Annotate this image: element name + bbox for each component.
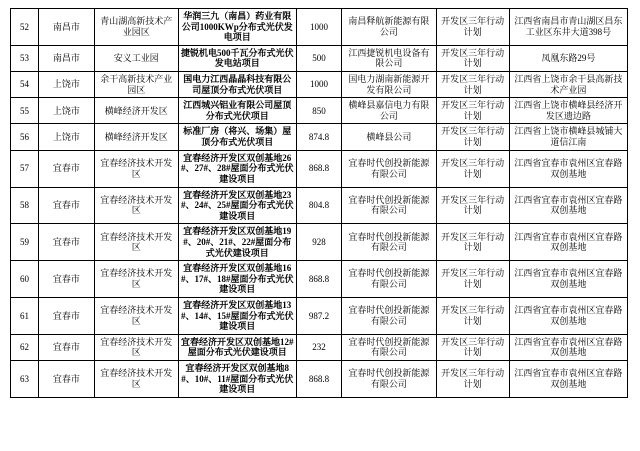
cell-unit: 宜春时代创投新能源有限公司 bbox=[342, 261, 437, 298]
cell-unit: 宜春时代创投新能源有限公司 bbox=[342, 334, 437, 360]
cell-park: 宜春经济技术开发区 bbox=[94, 298, 178, 335]
cell-capacity: 868.8 bbox=[296, 361, 341, 398]
cell-project-name: 宜春经济开发区双创基地19#、20#、21#、22#屋面分布式光伏建设项目 bbox=[178, 224, 296, 261]
cell-capacity: 868.8 bbox=[296, 150, 341, 187]
cell-capacity: 1000 bbox=[296, 72, 341, 98]
cell-serial-number: 52 bbox=[11, 9, 39, 46]
cell-project-name: 华润三九（南昌）药业有限公司1000KWp分布式光伏发电项目 bbox=[178, 9, 296, 46]
cell-park: 横峰经济开发区 bbox=[94, 98, 178, 124]
cell-project-name: 宜春经济开发区双创基地26#、27#、28#屋面分布式光伏建设项目 bbox=[178, 150, 296, 187]
cell-address: 江西省上饶市横峰县经济开发区遗边路 bbox=[509, 98, 627, 124]
table-row bbox=[11, 72, 628, 98]
cell-city: 宜春市 bbox=[38, 298, 94, 335]
cell-park: 安义工业园 bbox=[94, 45, 178, 71]
cell-address: 凤凰东路29号 bbox=[509, 45, 627, 71]
cell-city: 宜春市 bbox=[38, 187, 94, 224]
cell-park: 宜春经济技术开发区 bbox=[94, 261, 178, 298]
cell-city: 上饶市 bbox=[38, 72, 94, 98]
cell-address: 江西省上饶市横峰县城铺大道信江南 bbox=[509, 124, 627, 150]
cell-city: 宜春市 bbox=[38, 261, 94, 298]
cell-capacity: 987.2 bbox=[296, 298, 341, 335]
cell-serial-number: 61 bbox=[11, 298, 39, 335]
table-row bbox=[11, 98, 628, 124]
table-row bbox=[11, 298, 628, 335]
cell-capacity: 850 bbox=[296, 98, 341, 124]
cell-plan-category: 开发区三年行动计划 bbox=[436, 9, 509, 46]
cell-plan-category: 开发区三年行动计划 bbox=[436, 124, 509, 150]
cell-project-name: 宜春经济开发区双创基地16#、17#、18#屋面分布式光伏建设项目 bbox=[178, 261, 296, 298]
cell-serial-number: 56 bbox=[11, 124, 39, 150]
cell-address: 江西省宜春市袁州区宜春路双创基地 bbox=[509, 187, 627, 224]
cell-address: 江西省宜春市袁州区宜春路双创基地 bbox=[509, 224, 627, 261]
table-row bbox=[11, 45, 628, 71]
cell-city: 宜春市 bbox=[38, 150, 94, 187]
cell-serial-number: 58 bbox=[11, 187, 39, 224]
cell-park: 余干高新技术产业园区 bbox=[94, 72, 178, 98]
cell-park: 宜春经济技术开发区 bbox=[94, 150, 178, 187]
cell-capacity: 928 bbox=[296, 224, 341, 261]
cell-city: 南昌市 bbox=[38, 45, 94, 71]
cell-park: 宜春经济技术开发区 bbox=[94, 334, 178, 360]
cell-plan-category: 开发区三年行动计划 bbox=[436, 150, 509, 187]
cell-city: 上饶市 bbox=[38, 98, 94, 124]
cell-unit: 国电力湖南新能源开发有限公司 bbox=[342, 72, 437, 98]
cell-plan-category: 开发区三年行动计划 bbox=[436, 334, 509, 360]
table-row bbox=[11, 224, 628, 261]
table-row bbox=[11, 9, 628, 46]
cell-city: 宜春市 bbox=[38, 361, 94, 398]
cell-project-name: 国电力江西晶晶科技有限公司屋顶分布式光伏项目 bbox=[178, 72, 296, 98]
cell-address: 江西省南昌市青山湖区昌东工业区东井大道398号 bbox=[509, 9, 627, 46]
cell-address: 江西省宜春市袁州区宜春路双创基地 bbox=[509, 361, 627, 398]
cell-project-name: 宜春经济开发区双创基地23#、24#、25#屋面分布式光伏建设项目 bbox=[178, 187, 296, 224]
cell-address: 江西省宜春市袁州区宜春路双创基地 bbox=[509, 298, 627, 335]
cell-city: 上饶市 bbox=[38, 124, 94, 150]
cell-unit: 江西捷锐机电设备有限公司 bbox=[342, 45, 437, 71]
cell-unit: 南昌释航新能源有限公司 bbox=[342, 9, 437, 46]
cell-unit: 宜春时代创投新能源有限公司 bbox=[342, 187, 437, 224]
cell-unit: 宜春时代创投新能源有限公司 bbox=[342, 224, 437, 261]
cell-project-name: 宜春经济开发区双创基地8#、10#、11#屋面分布式光伏建设项目 bbox=[178, 361, 296, 398]
cell-project-name: 捷锐机电500千瓦分布式光伏发电站项目 bbox=[178, 45, 296, 71]
cell-park: 横峰经济开发区 bbox=[94, 124, 178, 150]
cell-park: 宜春经济技术开发区 bbox=[94, 224, 178, 261]
cell-capacity: 868.8 bbox=[296, 261, 341, 298]
table-row bbox=[11, 261, 628, 298]
cell-serial-number: 53 bbox=[11, 45, 39, 71]
cell-park: 青山湖高新技术产业园区 bbox=[94, 9, 178, 46]
cell-serial-number: 63 bbox=[11, 361, 39, 398]
cell-unit: 宜春时代创投新能源有限公司 bbox=[342, 361, 437, 398]
cell-plan-category: 开发区三年行动计划 bbox=[436, 298, 509, 335]
cell-capacity: 874.8 bbox=[296, 124, 341, 150]
cell-capacity: 232 bbox=[296, 334, 341, 360]
cell-plan-category: 开发区三年行动计划 bbox=[436, 224, 509, 261]
cell-plan-category: 开发区三年行动计划 bbox=[436, 72, 509, 98]
cell-serial-number: 57 bbox=[11, 150, 39, 187]
cell-park: 宜春经济技术开发区 bbox=[94, 361, 178, 398]
cell-address: 江西省宜春市袁州区宜春路双创基地 bbox=[509, 334, 627, 360]
cell-serial-number: 60 bbox=[11, 261, 39, 298]
project-list-table bbox=[10, 8, 628, 398]
cell-project-name: 宜春经济开发区双创基地12#屋面分布式光伏建设项目 bbox=[178, 334, 296, 360]
cell-serial-number: 62 bbox=[11, 334, 39, 360]
cell-park: 宜春经济技术开发区 bbox=[94, 187, 178, 224]
cell-plan-category: 开发区三年行动计划 bbox=[436, 261, 509, 298]
cell-capacity: 500 bbox=[296, 45, 341, 71]
cell-project-name: 标准厂房（将兴、场集）屋顶分布式光伏项目 bbox=[178, 124, 296, 150]
cell-unit: 宜春时代创投新能源有限公司 bbox=[342, 150, 437, 187]
table-row bbox=[11, 150, 628, 187]
cell-unit: 宜春时代创投新能源有限公司 bbox=[342, 298, 437, 335]
table-row bbox=[11, 334, 628, 360]
cell-project-name: 宜春经济开发区双创基地13#、14#、15#屋面分布式光伏建设项目 bbox=[178, 298, 296, 335]
cell-serial-number: 54 bbox=[11, 72, 39, 98]
cell-plan-category: 开发区三年行动计划 bbox=[436, 361, 509, 398]
cell-unit: 横峰县嘉信电力有限公司 bbox=[342, 98, 437, 124]
cell-project-name: 江西城兴铝业有限公司屋顶分布式光伏项目 bbox=[178, 98, 296, 124]
table-body bbox=[11, 9, 628, 398]
table-row bbox=[11, 361, 628, 398]
cell-unit: 横峰县公司 bbox=[342, 124, 437, 150]
table-row bbox=[11, 187, 628, 224]
cell-city: 宜春市 bbox=[38, 224, 94, 261]
cell-plan-category: 开发区三年行动计划 bbox=[436, 98, 509, 124]
cell-address: 江西省宜春市袁州区宜春路双创基地 bbox=[509, 150, 627, 187]
cell-capacity: 804.8 bbox=[296, 187, 341, 224]
table-row bbox=[11, 124, 628, 150]
cell-address: 江西省上饶市余干县高新技术产业园 bbox=[509, 72, 627, 98]
cell-city: 南昌市 bbox=[38, 9, 94, 46]
cell-serial-number: 55 bbox=[11, 98, 39, 124]
cell-address: 江西省宜春市袁州区宜春路双创基地 bbox=[509, 261, 627, 298]
cell-capacity: 1000 bbox=[296, 9, 341, 46]
cell-city: 宜春市 bbox=[38, 334, 94, 360]
cell-plan-category: 开发区三年行动计划 bbox=[436, 45, 509, 71]
cell-serial-number: 59 bbox=[11, 224, 39, 261]
cell-plan-category: 开发区三年行动计划 bbox=[436, 187, 509, 224]
